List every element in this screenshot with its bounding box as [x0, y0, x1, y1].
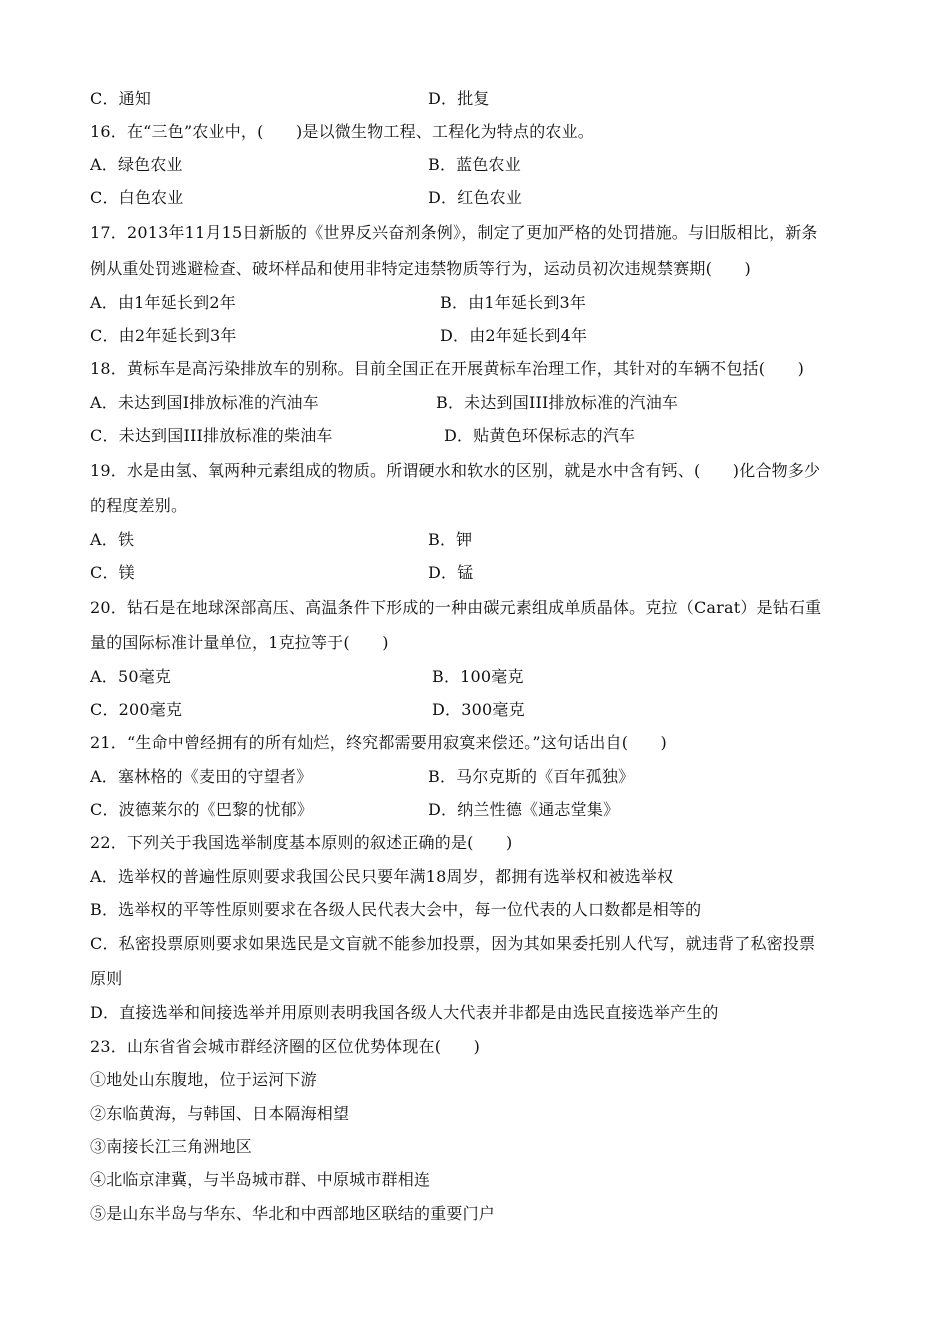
q16-option-d: D．红色农业 — [428, 188, 523, 207]
q21-stem: 21．“生命中曾经拥有的所有灿烂，终究都需要用寂寞来偿还。”这句话出自( ) — [90, 733, 668, 752]
q16-option-c: C．白色农业 — [90, 188, 184, 207]
q16-option-a: A．绿色农业 — [90, 155, 183, 174]
q20-option-d: D．300毫克 — [432, 700, 525, 719]
q17-option-d: D．由2年延长到4年 — [440, 326, 588, 345]
q23-item-2: ②东临黄海，与韩国、日本隔海相望 — [90, 1104, 350, 1123]
q20-option-b: B．100毫克 — [432, 667, 524, 686]
q23-item-1: ①地处山东腹地，位于运河下游 — [90, 1070, 317, 1089]
q19-option-c: C．镁 — [90, 563, 135, 582]
q21-option-b: B．马尔克斯的《百年孤独》 — [428, 767, 635, 786]
q23-item-3: ③南接长江三角洲地区 — [90, 1137, 253, 1156]
q22-option-b: B．选举权的平等性原则要求在各级人民代表大会中，每一位代表的人口数都是相等的 — [90, 900, 702, 919]
q19-stem-line2: 的程度差别。 — [90, 496, 188, 515]
q20-option-c: C．200毫克 — [90, 700, 183, 719]
q23-item-4: ④北临京津冀，与半岛城市群、中原城市群相连 — [90, 1170, 431, 1189]
q22-option-c-line2: 原则 — [90, 969, 123, 988]
q19-option-b: B．钾 — [428, 530, 473, 549]
q22-option-d: D．直接选举和间接选举并用原则表明我国各级人大代表并非都是由选民直接选举产生的 — [90, 1003, 719, 1022]
q22-option-a: A．选举权的普遍性原则要求我国公民只要年满18周岁，都拥有选举权和被选举权 — [90, 867, 674, 886]
q15-option-c: C．通知 — [90, 89, 152, 108]
q22-stem: 22．下列关于我国选举制度基本原则的叙述正确的是( ) — [90, 833, 513, 852]
q21-option-c: C．波德莱尔的《巴黎的忧郁》 — [90, 800, 314, 819]
q23-stem: 23．山东省省会城市群经济圈的区位优势体现在( ) — [90, 1037, 481, 1056]
q19-option-a: A．铁 — [90, 530, 135, 549]
q17-option-b: B．由1年延长到3年 — [440, 293, 587, 312]
q19-option-d: D．锰 — [428, 563, 474, 582]
q21-option-d: D．纳兰性德《通志堂集》 — [428, 800, 620, 819]
q15-option-d: D．批复 — [428, 89, 490, 108]
q18-option-a: A．未达到国I排放标准的汽油车 — [90, 393, 319, 412]
q17-option-c: C．由2年延长到3年 — [90, 326, 237, 345]
q20-stem-line1: 20．钻石是在地球深部高压、高温条件下形成的一种由碳元素组成单质晶体。克拉（Carat）是钻石重 — [90, 598, 822, 617]
q17-stem-line2: 例从重处罚逃避检查、破坏样品和使用非特定违禁物质等行为，运动员初次违规禁赛期( ) — [90, 259, 751, 278]
q18-option-d: D．贴黄色环保标志的汽车 — [444, 426, 636, 445]
q18-stem: 18．黄标车是高污染排放车的别称。目前全国正在开展黄标车治理工作，其针对的车辆不包括( ) — [90, 359, 805, 378]
q18-option-c: C．未达到国III排放标准的柴油车 — [90, 426, 333, 445]
q19-stem-line1: 19．水是由氢、氧两种元素组成的物质。所谓硬水和软水的区别，就是水中含有钙、( )化合物多少 — [90, 461, 821, 480]
q21-option-a: A．塞林格的《麦田的守望者》 — [90, 767, 313, 786]
q16-option-b: B．蓝色农业 — [428, 155, 521, 174]
q17-option-a: A．由1年延长到2年 — [90, 293, 236, 312]
q20-option-a: A．50毫克 — [90, 667, 172, 686]
q18-option-b: B．未达到国III排放标准的汽油车 — [436, 393, 679, 412]
q23-item-5: ⑤是山东半岛与华东、华北和中西部地区联结的重要门户 — [90, 1204, 496, 1223]
q22-option-c-line1: C．私密投票原则要求如果选民是文盲就不能参加投票，因为其如果委托别人代写，就违背了私密投票 — [90, 934, 816, 953]
q17-stem-line1: 17．2013年11月15日新版的《世界反兴奋剂条例》，制定了更加严格的处罚措施。与旧版相比，新条 — [90, 223, 818, 242]
q20-stem-line2: 量的国际标准计量单位，1克拉等于( ) — [90, 633, 389, 652]
q16-stem: 16．在“三色”农业中，( )是以微生物工程、工程化为特点的农业。 — [90, 122, 595, 141]
